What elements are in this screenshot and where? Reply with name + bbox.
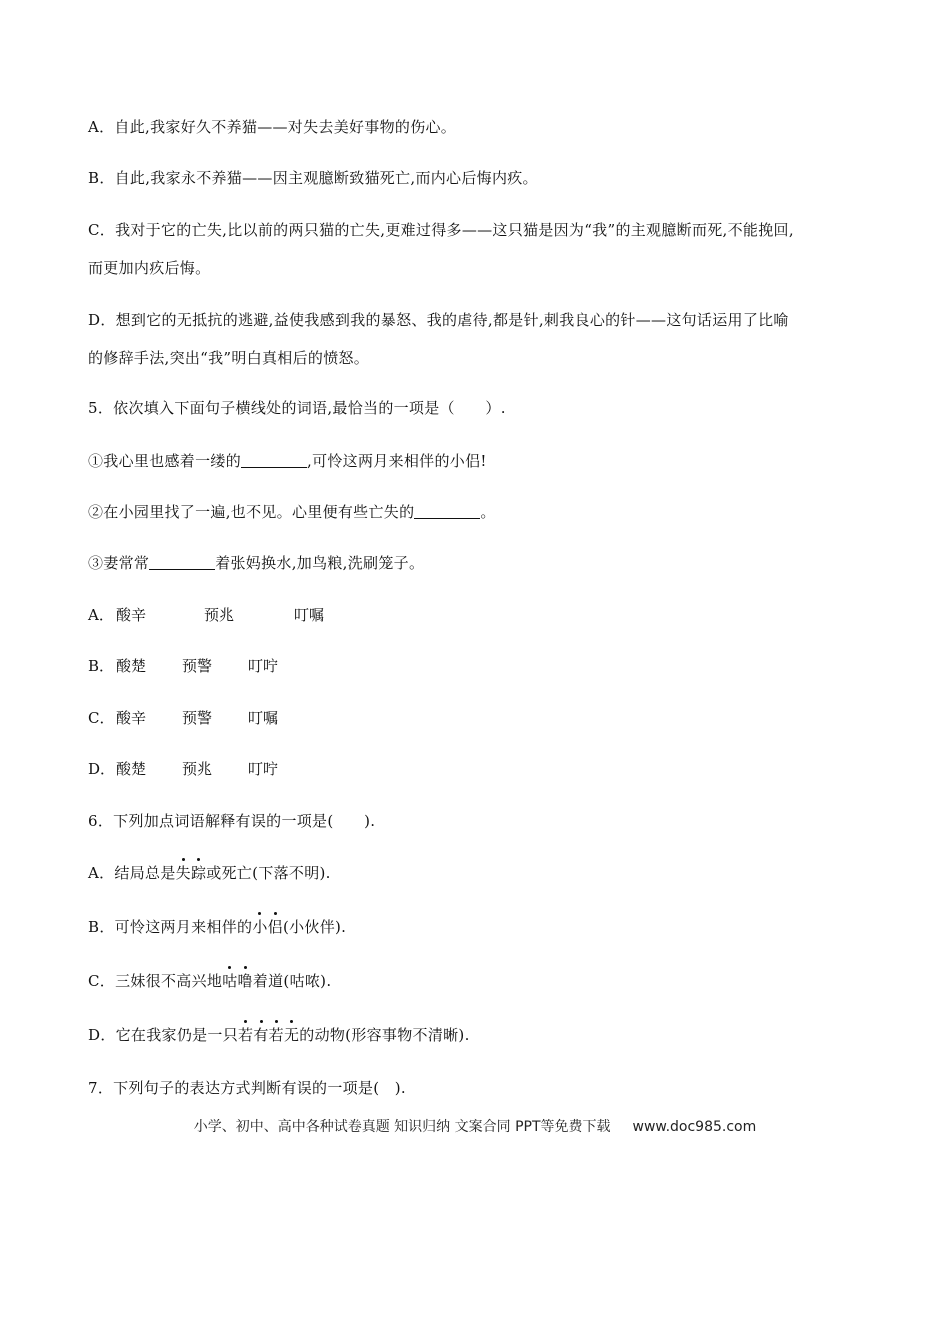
footer-text: 小学、初中、高中各种试卷真题 知识归纳 文案合同 PPT等免费下载 (193, 1119, 611, 1135)
q4-option-b: B．自此,我家永不养猫——因主观臆断致猫死亡,而内心后悔内疚。 (88, 169, 538, 187)
page-footer (0, 1116, 950, 1136)
q6-stem: 6．下列加点词语解释有误的一项是( ). (88, 812, 376, 830)
q5-option-a: A． 酸辛 预兆 叮嘱 (88, 606, 325, 624)
q5-stem: 5．依次填入下面句子横线处的词语,最恰当的一项是（ ）. (88, 399, 506, 417)
q4-option-c-line1: C．我对于它的亡失,比以前的两只猫的亡失,更难过得多——这只猫是因为“我”的主观臆断而死,不能挽回, (88, 221, 794, 239)
dotted-char: 若 (268, 1026, 284, 1044)
q5-blank-2 (414, 502, 480, 519)
q4-option-d-line2: 的修辞手法,突出“我”明白真相后的愤怒。 (88, 349, 370, 367)
q7-stem: 7．下列句子的表达方式判断有误的一项是( ). (88, 1079, 406, 1097)
dotted-char: 无 (283, 1026, 300, 1044)
q6-option-a: A．结局总是失踪或死亡(下落不明). (88, 864, 331, 882)
dotted-char: 失 (175, 864, 191, 882)
q5-sentence-2: ②在小园里找了一遍,也不见。心里便有些亡失的 。 (88, 503, 496, 521)
q5-option-b: B． 酸楚 预警 叮咛 (88, 657, 279, 675)
dotted-char: 有 (253, 1026, 269, 1044)
dotted-char: 踪 (190, 864, 207, 882)
q6-option-c: C．三妹很不高兴地咕噜着道(咕哝). (88, 972, 332, 990)
q5-option-c: C． 酸辛 预警 叮嘱 (88, 709, 279, 727)
q6-option-d: D．它在我家仍是一只若有若无的动物(形容事物不清晰). (88, 1026, 470, 1044)
q5-blank-3 (149, 553, 215, 570)
q4-option-a: A．自此,我家好久不养猫——对失去美好事物的伤心。 (88, 118, 457, 136)
q5-sentence-3: ③妻常常 着张妈换水,加鸟粮,洗刷笼子。 (88, 554, 425, 572)
q4-option-c-line2: 而更加内疚后悔。 (88, 259, 211, 277)
dotted-char: 小 (252, 918, 268, 936)
dotted-char: 咕 (222, 972, 238, 990)
q5-option-d: D．酸楚 预兆 叮咛 (88, 760, 279, 778)
q5-sentence-1: ①我心里也感着一缕的 ,可怜这两月来相伴的小侣! (88, 452, 487, 470)
q6-option-b: B．可怜这两月来相伴的小侣(小伙伴). (88, 918, 347, 936)
footer-url: www.doc985.com (632, 1119, 757, 1135)
dotted-char: 噜 (237, 972, 253, 990)
q5-blank-1 (241, 451, 307, 468)
q4-option-d-line1: D．想到它的无抵抗的逃避,益使我感到我的暴怒、我的虐待,都是针,刺我良心的针——这句话运用了比喻 (88, 311, 789, 329)
dotted-char: 侣 (267, 918, 283, 936)
dotted-char: 若 (238, 1026, 254, 1044)
